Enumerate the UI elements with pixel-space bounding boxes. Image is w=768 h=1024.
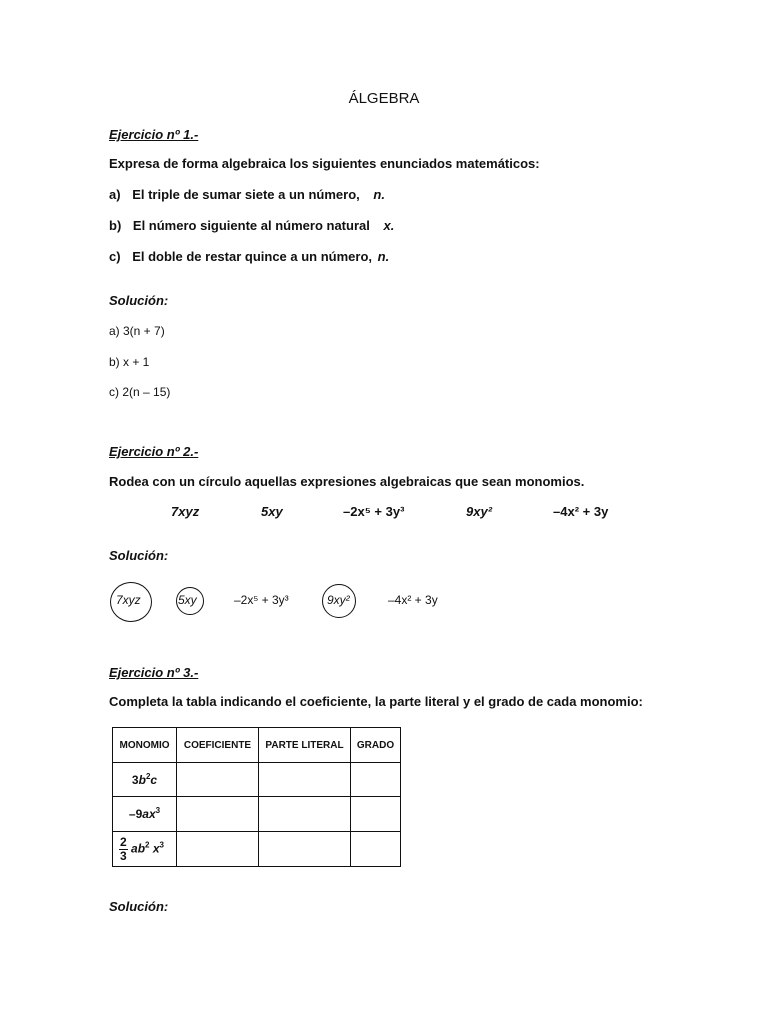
table-row: [113, 832, 401, 867]
item-text: El número siguiente al número natural: [132, 218, 370, 233]
monomial-cell: $\frac{2}{3}$ $ab^2$ $x^3$: [113, 832, 177, 867]
item-letter: a): [109, 187, 121, 202]
literal-part-cell: [259, 763, 351, 797]
column-header: MONOMIO: [113, 728, 177, 763]
table-row: [113, 763, 401, 797]
exercise-3-instruction: Completa la tabla indicando el coeficiente, la parte literal y el grado de cada monomio:: [109, 694, 643, 709]
exercise-1-instruction: Expresa de forma algebraica los siguientes enunciados matemáticos:: [109, 156, 540, 171]
expression-1: 7xyz: [171, 504, 200, 519]
monomial-cell: $3b^2c$: [113, 763, 177, 797]
literal-part-cell: [259, 832, 351, 867]
expression-3: –2x⁵ + 3y³: [343, 504, 405, 519]
item-variable: n.: [377, 249, 390, 264]
exercise-1-solution-c: c) 2(n – 15): [109, 385, 171, 399]
page-title: ÁLGEBRA: [348, 90, 420, 107]
table-header-row: [113, 728, 401, 763]
table-row: [113, 797, 401, 832]
solution-expression-1: 7xyz: [116, 593, 141, 607]
column-header: COEFICIENTE: [177, 728, 259, 763]
exercise-2-heading: Ejercicio nº 2.-: [109, 444, 199, 459]
coefficient-cell: [177, 763, 259, 797]
degree-cell: [351, 763, 401, 797]
exercise-3-heading: Ejercicio nº 3.-: [109, 665, 199, 680]
exercise-2-solution-heading: Solución:: [109, 548, 169, 563]
exercise-1-solution-heading: Solución:: [109, 293, 169, 308]
column-header: PARTE LITERAL: [259, 728, 351, 763]
exercise-3-solution-heading: Solución:: [109, 899, 169, 914]
item-text: El doble de restar quince a un número,: [132, 249, 373, 264]
solution-expression-4: 9xy²: [327, 593, 350, 607]
monomial-cell: $-9ax^3$: [113, 797, 177, 832]
exercise-1-item-a: [109, 187, 385, 202]
expression-2: 5xy: [261, 504, 283, 519]
degree-cell: [351, 832, 401, 867]
exercise-1-heading: Ejercicio nº 1.-: [109, 127, 199, 142]
exercise-1-solution-b: b) x + 1: [109, 355, 150, 369]
exercise-1-item-c: [109, 249, 389, 264]
expression-5: –4x² + 3y: [553, 504, 609, 519]
coefficient-cell: [177, 797, 259, 832]
literal-part-cell: [259, 797, 351, 832]
exercise-2-instruction: Rodea con un círculo aquellas expresiones algebraicas que sean monomios.: [109, 474, 585, 489]
item-letter: c): [109, 249, 121, 264]
coefficient-cell: [177, 832, 259, 867]
item-text: El triple de sumar siete a un número,: [132, 187, 360, 202]
exercise-1-item-b: [109, 218, 394, 233]
item-letter: b): [109, 218, 122, 233]
item-variable: x.: [383, 218, 395, 233]
monomial-table: [112, 727, 401, 867]
solution-expression-5: –4x² + 3y: [388, 593, 438, 607]
degree-cell: [351, 797, 401, 832]
exercise-1-solution-a: a) 3(n + 7): [109, 324, 165, 338]
item-variable: n.: [373, 187, 385, 202]
solution-expression-3: –2x⁵ + 3y³: [234, 593, 289, 607]
solution-expression-2: 5xy: [178, 593, 197, 607]
fraction: $\frac{2}{3}$: [120, 834, 127, 863]
column-header: GRADO: [351, 728, 401, 763]
expression-4: 9xy²: [466, 504, 493, 519]
